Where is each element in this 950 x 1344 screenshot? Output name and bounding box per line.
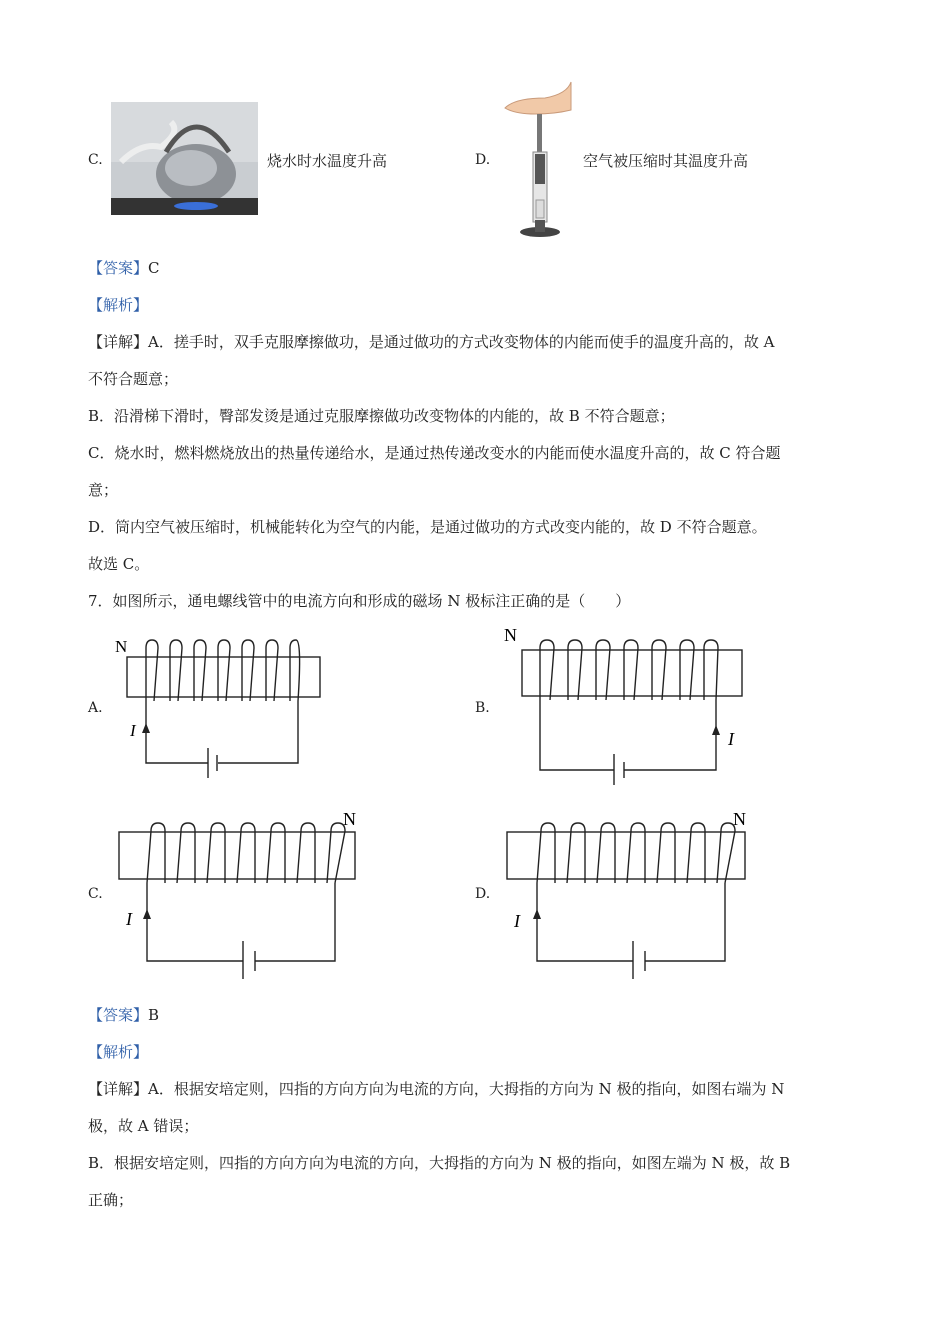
current-label-i: I xyxy=(126,909,132,929)
option-d-caption: 空气被压缩时其温度升高 xyxy=(583,152,749,170)
current-label-i: I xyxy=(728,729,734,749)
diagram-a-letter: A. xyxy=(88,700,103,716)
pole-label-n: N xyxy=(115,637,128,656)
detail-line: 极，故 A 错误； xyxy=(88,1117,199,1135)
current-label-i: I xyxy=(514,911,520,931)
kettle-photo xyxy=(111,102,258,215)
pole-label-n: N xyxy=(343,809,356,829)
detail-line: 不符合题意； xyxy=(88,370,179,388)
detail-tag: 【详解】 xyxy=(88,333,149,351)
solenoid-diagram-c xyxy=(115,805,365,985)
detail-line: B．沿滑梯下滑时，臀部发烫是通过克服摩擦做功改变物体的内能的，故 B 不符合题意； xyxy=(88,407,675,425)
answer-line-1 xyxy=(88,257,160,278)
detail-text: A．根据安培定则，四指的方向方向为电流的方向，大拇指的方向为 N 极的指向，如图右端为 N xyxy=(148,1080,785,1098)
option-c-caption: 烧水时水温度升高 xyxy=(267,152,388,170)
option-d-letter: D. xyxy=(475,152,491,168)
pole-label-n: N xyxy=(504,625,517,645)
detail-line: 故选 C。 xyxy=(88,555,150,573)
detail-line: D．筒内空气被压缩时，机械能转化为空气的内能，是通过做功的方式改变内能的，故 D 不符合题意。 xyxy=(88,518,767,536)
solenoid-diagram-d xyxy=(505,805,755,985)
answer-tag: 【答案】 xyxy=(88,259,149,277)
answer-line-2 xyxy=(88,1004,159,1025)
current-label-i: I xyxy=(130,721,136,740)
analysis-tag: 【解析】 xyxy=(88,1043,149,1061)
detail-text: A．搓手时，双手克服摩擦做功，是通过做功的方式改变物体的内能而使手的温度升高的，故 A xyxy=(148,333,775,351)
analysis-tag: 【解析】 xyxy=(88,296,149,314)
answer-value: C xyxy=(148,259,160,277)
detail-tag: 【详解】 xyxy=(88,1080,149,1098)
detail-line: C．烧水时，燃料燃烧放出的热量传递给水，是通过热传递改变水的内能而使水温度升高的，故 C 符合题 xyxy=(88,444,781,462)
solenoid-diagram-a xyxy=(110,630,325,775)
solenoid-diagram-b xyxy=(500,622,750,777)
diagram-b-letter: B. xyxy=(475,700,490,716)
answer-value: B xyxy=(148,1006,160,1024)
diagram-c-letter: C. xyxy=(88,886,103,902)
diagram-d-letter: D. xyxy=(475,886,491,902)
detail-line: 意； xyxy=(88,481,119,499)
pole-label-n: N xyxy=(733,809,746,829)
detail-line: B．根据安培定则，四指的方向方向为电流的方向，大拇指的方向为 N 极的指向，如图左端为 N 极，故 B xyxy=(88,1154,791,1172)
detail-line xyxy=(88,1078,784,1099)
detail-line xyxy=(88,331,774,352)
answer-tag: 【答案】 xyxy=(88,1006,149,1024)
detail-line: 正确； xyxy=(88,1191,134,1209)
compression-tube-photo xyxy=(505,80,575,242)
option-c-letter: C. xyxy=(88,152,103,168)
question-7: 7．如图所示，通电螺线管中的电流方向和形成的磁场 N 极标注正确的是（ ） xyxy=(88,592,631,610)
